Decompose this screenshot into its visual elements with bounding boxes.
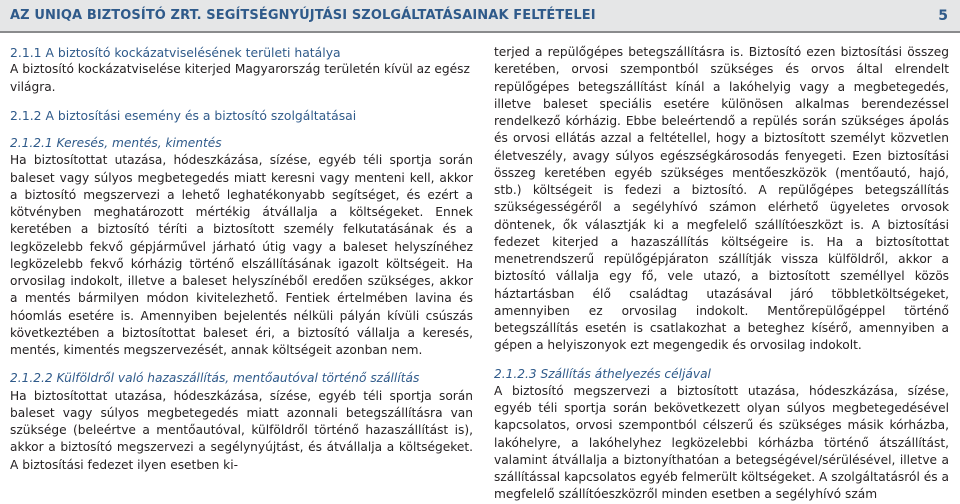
page-number: 5 xyxy=(938,8,948,24)
right-column xyxy=(494,44,949,504)
section-2-1-2-1-heading: 2.1.2.1 Keresés, mentés, kimentés xyxy=(10,136,222,150)
section-2-1-2-1-text: Ha biztosítottat utazása, hódeszkázása, sízése, egyéb téli sportja során baleset vagy súlyos megbetegedés miatt keresni vagy menteni kell, akkor a biztosító megszervezi a lehető leghatékonyabb segítséget, és ezért a kötvényben meghatározott mértékig átvállalja a költségeket. Ennek keretében a biztosító téríti a biztosított személy felkutatásának és a legközelebb fekvő gépjárművel járható útig vagy a baleset helyszínéhez legközelebb fekvő kórházig történő elszállításának igazolt költségeit. Ha orvosilag indokolt, illetve a baleset helyszínéből eredően szükséges, akkor a mentés bármilyen módon kivitelezhető. Fentiek értelmében lavina és hóomlás esetére is. Amennyiben bejelentés nélküli pályán kívüli csúszás következtében a biztosítottat baleset éri, a biztosító vállalja a keresés, mentés, kimentés megszervezését, annak költségeit azonban nem. xyxy=(10,153,473,357)
section-2-1-2-2-continued-text: terjed a repülőgépes betegszállításra is. Biztosító ezen biztosítási összeg keretében, orvosi szempontból szükséges és orvos által elrendelt repülőgépes betegszállítást kínál a lakóhelyig vagy a megbetegedés, illetve baleset speciális esetére különösen alkalmas berendezéssel rendelkező kórházig. Ebbe beleértendő a repülés során szükséges ápolás és orvosi ellátás azzal a feltétellel, hogy a biztosított személyt közvetlen életveszély, avagy súlyos egészségkárosodás fenyegeti. Ezen biztosítási összeg keretében egyéb szükséges mentőeszközök (mentőautó, hajó, stb.) költségeit is fedezi a biztosító. A repülőgépes betegszállítás szükségességéről a segélyhívó számon elérhető ügyeletes orvosok döntenek, ők választják ki a megfelelő szállítóeszközt is. A biztosítási fedezet kiterjed a hazaszállítás költségeire is. Ha a biztosítottat menetrendszerű repülőgépjáraton szállítják vissza külföldről, akkor a biztosító vállalja egy fő, vele utazó, a biztosított személlyel közös háztartásban élő családtag utazásával járó többletköltségeket, amennyiben ez orvosilag indokolt. Mentőrepülőgéppel történő betegszállítás esetén is csatlakozhat a beteghez kísérő, amennyiben a gépen a helyiszonyok ezt megengedik és orvosilag indokolt. xyxy=(494,45,949,353)
left-column xyxy=(10,44,473,474)
section-2-1-2-2-heading: 2.1.2.2 Külföldről való hazaszállítás, mentőautóval történő szállítás xyxy=(10,371,420,386)
section-2-1-2-3-text: A biztosító megszervezi a biztosított utazása, hódeszkázása, sízése, egyéb téli sportja során bekövetkezett olyan súlyos megbetegedésével kapcsolatos, orvosi szempontból célszerű és szükséges másik kórházba, lakóhelyre, a lakóhelyhez legközelebbi kórházba történő átszállítást, valamint átvállalja a biztonyíthatóan a betegségével/sérülésével, illetve a szállítással kapcsolatos egyéb felmerült költségeket. A szolgáltatásról és a megfelelő szállítóeszközről minden esetben a segélyhívó szám xyxy=(494,383,949,502)
header-title: AZ UNIQA BIZTOSÍTÓ ZRT. SEGÍTSÉGNYÚJTÁSI SZOLGÁLTATÁSAINAK FELTÉTELEI xyxy=(10,8,596,23)
section-2-1-2-2-text: Ha biztosítottat utazása, hódeszkázása, sízése, egyéb téli sportja során baleset vagy súlyos megbetegedés miatt azonnali betegszállításra van szüksége (beleértve a mentőautóval, külföldről történő hazaszállítást is), akkor a biztosító megszervezi a segélynyújtást, és átvállalja a költségeket. A biztosítási fedezet ilyen esetben ki- xyxy=(10,388,473,472)
section-2-1-1-text: A biztosító kockázatviselése kiterjed Magyarország területén kívül az egész világra. xyxy=(10,62,470,94)
section-2-1-2-3-heading: 2.1.2.3 Szállítás áthelyezés céljával xyxy=(494,366,711,381)
section-2-1-1-heading: 2.1.1 A biztosító kockázatviselésének területi hatálya xyxy=(10,45,341,60)
section-2-1-2-heading: 2.1.2 A biztosítási esemény és a biztosító szolgáltatásai xyxy=(10,107,357,123)
page-header xyxy=(0,0,960,33)
